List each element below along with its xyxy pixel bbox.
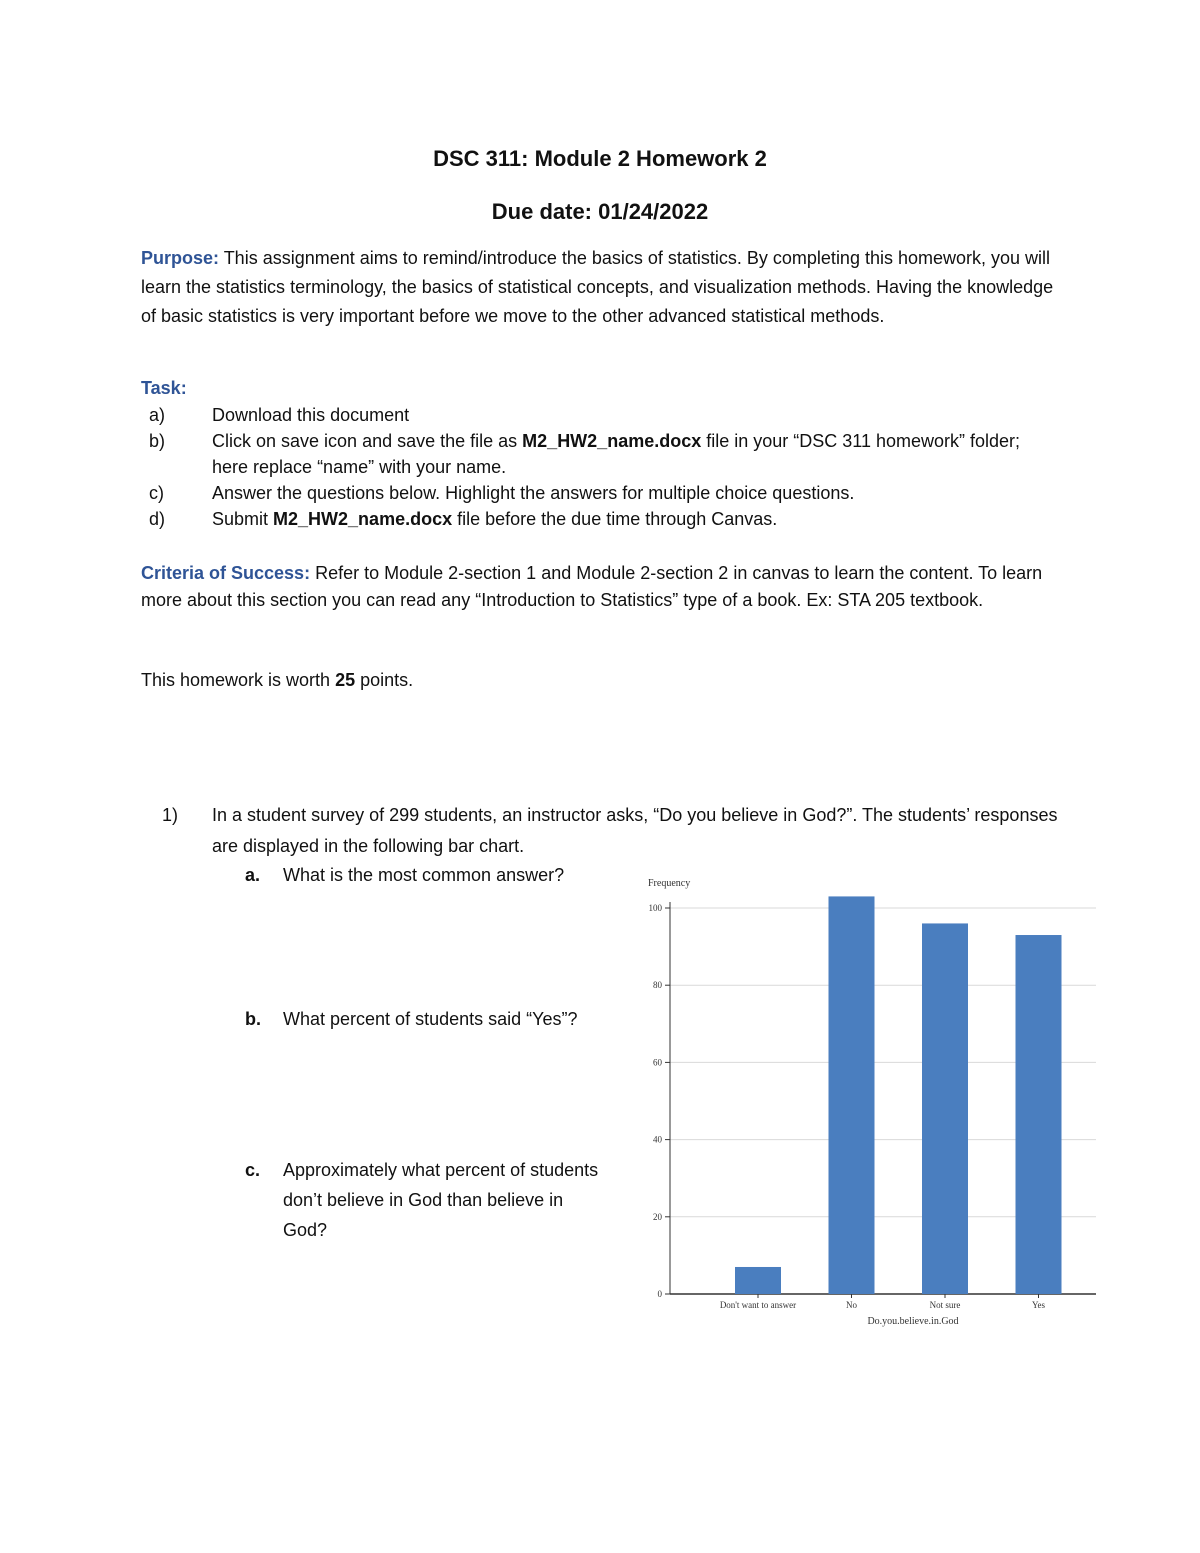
subquestion-text: What is the most common answer? xyxy=(283,865,565,885)
bar xyxy=(735,1267,781,1294)
task-item xyxy=(141,506,1061,532)
bar-chart xyxy=(630,872,1110,1332)
subquestion-marker: a. xyxy=(245,865,261,885)
due-date: Due date: 01/24/2022 xyxy=(491,199,709,224)
task-marker: b) xyxy=(149,431,166,451)
subquestion-text: What percent of students said “Yes”? xyxy=(283,1009,578,1029)
subquestion-text: Approximately what percent of students don’t believe in God than believe in God? xyxy=(283,1160,599,1240)
subquestion-marker: b. xyxy=(245,1009,261,1029)
question-1 xyxy=(141,800,1072,862)
task-text: Download this document xyxy=(212,405,410,425)
task-text: file in your “DSC 311 homework” folder; here replace “name” with your name. xyxy=(212,431,1021,477)
x-tick-label: No xyxy=(846,1300,857,1310)
purpose-label: Purpose: xyxy=(141,248,220,268)
question-text: In a student survey of 299 students, an instructor asks, “Do you believe in God?”. The students’ responses are displayed in the following bar chart. xyxy=(212,805,1058,856)
filename: M2_HW2_name.docx xyxy=(522,431,702,451)
task-marker: c) xyxy=(149,483,164,503)
task-item xyxy=(141,480,1061,506)
y-tick-label: 100 xyxy=(648,903,662,913)
y-tick-label: 0 xyxy=(657,1289,662,1299)
task-marker: d) xyxy=(149,509,166,529)
criteria-label: Criteria of Success: xyxy=(141,563,311,583)
bar xyxy=(1016,935,1062,1294)
purpose-text: This assignment aims to remind/introduce the basics of statistics. By completing this homework, you will learn the statistics terminology, the basics of statistical concepts, and visualization methods. Having the knowledge of basic statistics is very important before we move to the other advanced statistical methods. xyxy=(141,248,1054,326)
x-tick-label: Don't want to answer xyxy=(719,1300,797,1310)
x-tick-label: Not sure xyxy=(929,1300,961,1310)
y-axis-label: Frequency xyxy=(648,878,691,889)
points-value: 25 xyxy=(335,670,356,690)
criteria-paragraph xyxy=(141,560,1061,614)
subquestion-marker: c. xyxy=(245,1160,261,1180)
y-tick-label: 80 xyxy=(653,980,662,991)
task-item xyxy=(141,402,1061,428)
task-label: Task: xyxy=(141,378,187,398)
y-tick-label: 60 xyxy=(653,1057,662,1068)
task-item xyxy=(141,428,1061,480)
task-text: Answer the questions below. Highlight the answers for multiple choice questions. xyxy=(212,483,855,503)
task-list xyxy=(141,402,1061,532)
x-tick-label: Yes xyxy=(1031,1300,1046,1310)
y-tick-label: 20 xyxy=(653,1211,662,1222)
points-statement: This homework is worth 25 points. xyxy=(141,670,414,690)
task-marker: a) xyxy=(149,405,166,425)
question-marker: 1) xyxy=(162,805,179,825)
criteria-text: Refer to Module 2-section 1 and Module 2-section 2 in canvas to learn the content. To learn more about this section you can read any “Introduction to Statistics” type of a book. Ex: STA 205 textbook. xyxy=(141,563,1043,610)
bar xyxy=(922,923,968,1294)
task-text: file before the due time through Canvas. xyxy=(452,509,778,529)
bar xyxy=(829,896,875,1294)
purpose-paragraph xyxy=(141,244,1061,331)
filename: M2_HW2_name.docx xyxy=(273,509,453,529)
question-list xyxy=(141,800,1058,862)
task-text: Click on save icon and save the file as xyxy=(212,431,523,451)
x-axis-label: Do.you.believe.in.God xyxy=(867,1316,959,1327)
document-title: DSC 311: Module 2 Homework 2 xyxy=(433,146,767,171)
task-text: Submit xyxy=(212,509,274,529)
y-tick-label: 40 xyxy=(653,1134,662,1145)
